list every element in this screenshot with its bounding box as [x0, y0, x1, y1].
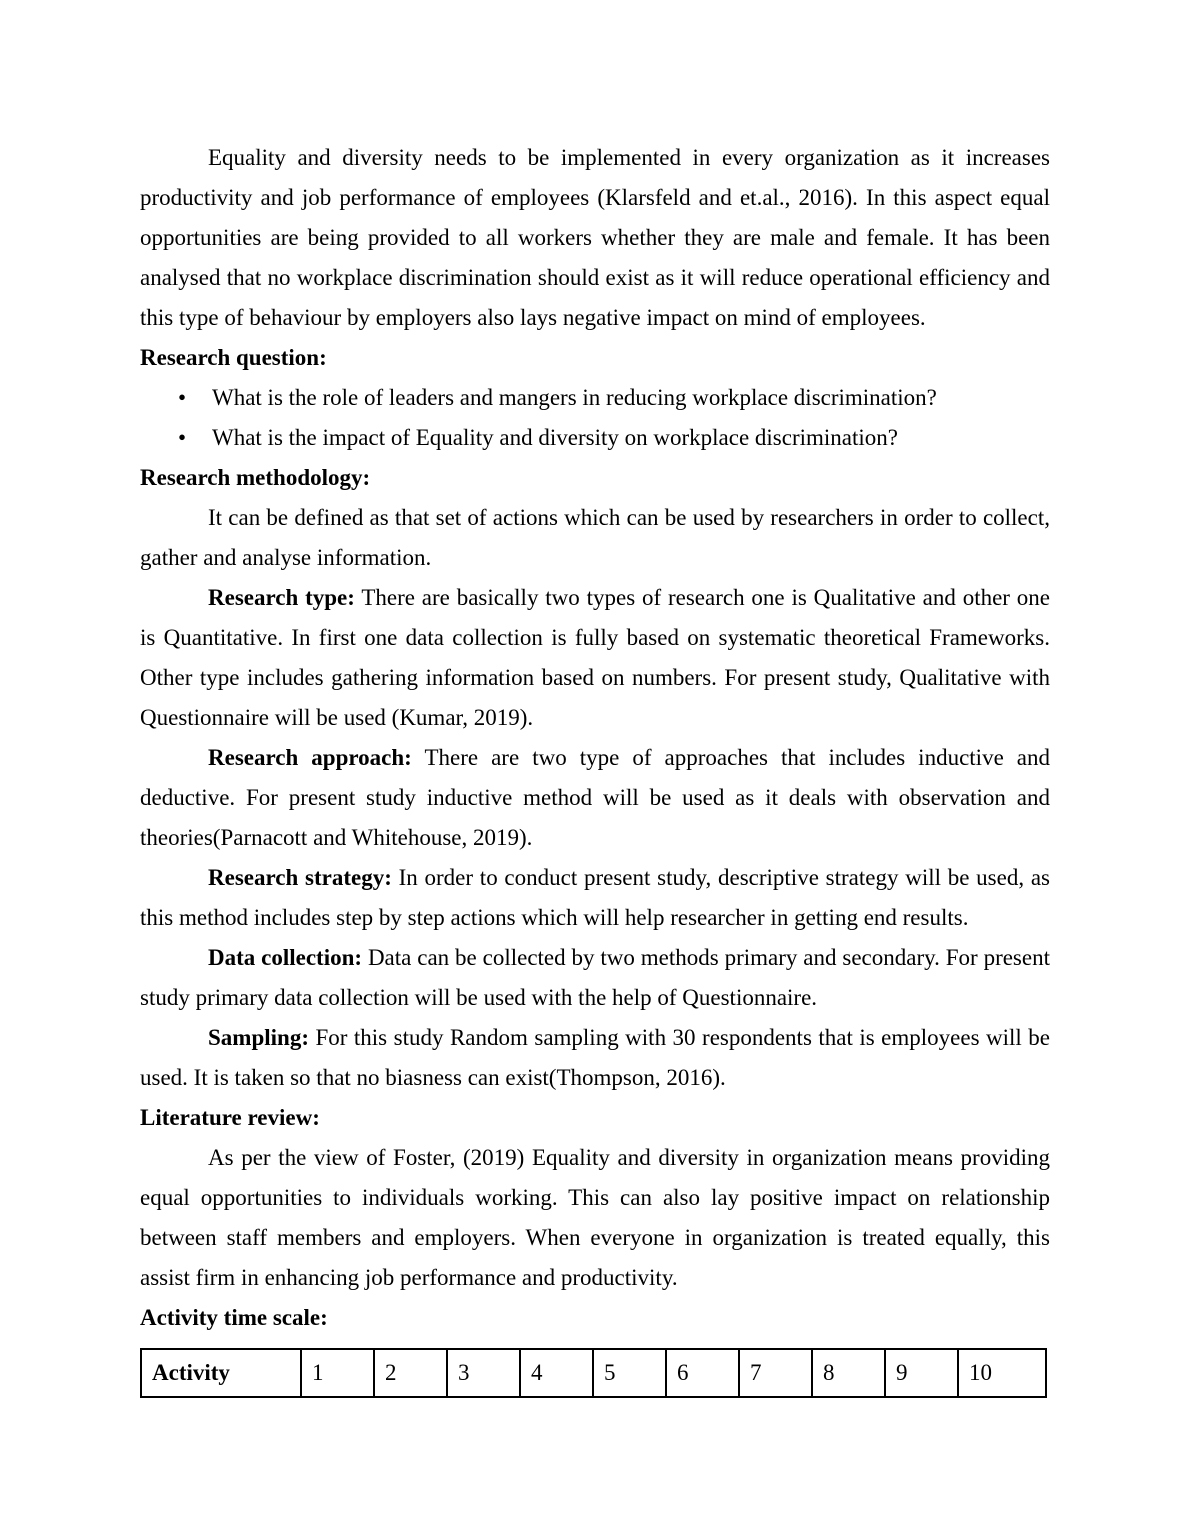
list-item [140, 418, 1050, 458]
research-type-text: There are basically two types of research one is Qualitative and other one is Quantitative. In first one data collection is fully based on systematic theoretical Frameworks. Other type includes gathering information based on numbers. For present study, Qualitative with Questionnaire will be used (Kumar, 2019). [140, 585, 1050, 730]
table-cell-week-5: 5 [593, 1349, 666, 1397]
table-cell-week-4: 4 [520, 1349, 593, 1397]
table-cell-week-2: 2 [374, 1349, 447, 1397]
paragraph-research-strategy [140, 858, 1050, 938]
paragraph-intro: Equality and diversity needs to be implemented in every organization as it increases productivity and job performance of employees (Klarsfeld and et.al., 2016). In this aspect equal opportunities are being provided to all workers whether they are male and female. It has been analysed that no workplace discrimination should exist as it will reduce operational efficiency and this type of behaviour by employers also lays negative impact on mind of employees. [140, 145, 1050, 330]
heading-research-question: Research question: [140, 345, 327, 370]
paragraph-literature-review: As per the view of Foster, (2019) Equality and diversity in organization means providing equal opportunities to individuals working. This can also lay positive impact on relationship between staff members and employers. When everyone in organization is treated equally, this assist firm in enhancing job performance and productivity. [140, 1145, 1050, 1290]
activity-time-scale-table [140, 1348, 1047, 1398]
heading-literature-review: Literature review: [140, 1105, 320, 1130]
bullet-icon: • [178, 425, 187, 450]
data-collection-label: Data collection: [208, 945, 363, 970]
table-cell-week-1: 1 [301, 1349, 374, 1397]
table-cell-week-9: 9 [885, 1349, 958, 1397]
paragraph-sampling [140, 1018, 1050, 1098]
research-strategy-text: In order to conduct present study, descriptive strategy will be used, as this method includes step by step actions which will help researcher in getting end results. [140, 865, 1050, 930]
paragraph-research-type [140, 578, 1050, 738]
research-approach-label: Research approach: [208, 745, 412, 770]
heading-activity-time-scale: Activity time scale: [140, 1305, 328, 1330]
list-item-text: What is the impact of Equality and diversity on workplace discrimination? [212, 425, 898, 450]
data-collection-text: Data can be collected by two methods primary and secondary. For present study primary data collection will be used with the help of Questionnaire. [140, 945, 1050, 1010]
research-strategy-label: Research strategy: [208, 865, 392, 890]
research-type-label: Research type: [208, 585, 355, 610]
sampling-text: For this study Random sampling with 30 respondents that is employees will be used. It is taken so that no biasness can exist(Thompson, 2016). [140, 1025, 1050, 1090]
heading-research-methodology: Research methodology: [140, 465, 371, 490]
table-cell-week-3: 3 [447, 1349, 520, 1397]
list-item-text: What is the role of leaders and mangers in reducing workplace discrimination? [212, 385, 937, 410]
list-item [140, 378, 1050, 418]
bullet-icon: • [178, 385, 187, 410]
table-cell-week-7: 7 [739, 1349, 812, 1397]
paragraph-data-collection [140, 938, 1050, 1018]
table-header-activity: Activity [141, 1349, 301, 1397]
paragraph-methodology-intro: It can be defined as that set of actions which can be used by researchers in order to collect, gather and analyse information. [140, 505, 1050, 570]
research-question-list [140, 378, 1050, 458]
research-approach-text: There are two type of approaches that includes inductive and deductive. For present study inductive method will be used as it deals with observation and theories(Parnacott and Whitehouse, 2019). [140, 745, 1051, 850]
table-cell-week-10: 10 [958, 1349, 1046, 1397]
table-row [141, 1349, 1046, 1397]
paragraph-research-approach [140, 738, 1050, 858]
table-cell-week-6: 6 [666, 1349, 739, 1397]
sampling-label: Sampling: [208, 1025, 309, 1050]
table-cell-week-8: 8 [812, 1349, 885, 1397]
